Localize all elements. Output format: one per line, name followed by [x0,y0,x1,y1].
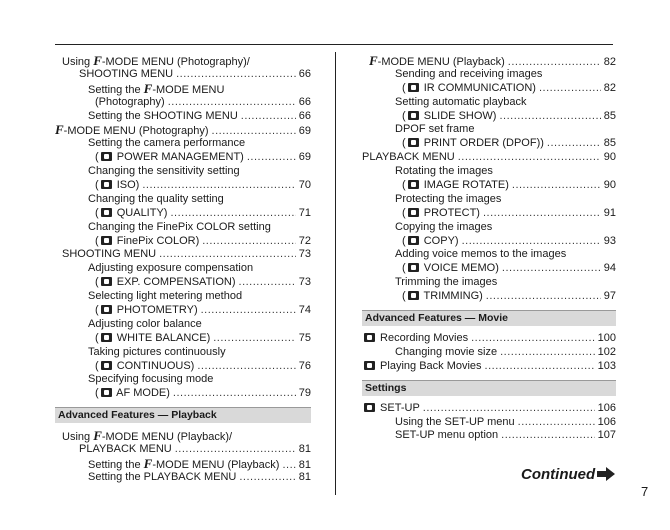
leader-dots [485,360,595,374]
print-order-icon [408,138,419,147]
leader-dots [486,290,601,304]
toc-entry[interactable]: ( WHITE BALANCE) ..... 75 [55,332,311,346]
entry-title: Trimming the images [395,276,498,289]
entry-page-number: 106 [597,401,616,414]
protect-icon [408,208,419,217]
movie-icon [364,333,375,342]
entry-title: Adjusting exposure compensation [88,262,254,275]
toc-entry[interactable] [55,318,311,332]
leader-dots [176,68,296,82]
f-mode-icon: F [143,80,153,96]
entry-title: Setting the SHOOTING MENU [88,109,238,122]
toc-entry[interactable] [55,221,311,235]
leader-dots [500,346,595,360]
entry-page-number: 82 [603,81,616,94]
toc-entry[interactable] [55,123,311,137]
entry-title: SLIDE SHOW) [420,109,497,122]
toc-entry[interactable] [55,193,311,207]
toc-entry[interactable] [362,248,616,262]
section-header: Settings [362,380,616,396]
toc-entry[interactable] [55,290,311,304]
entry-title: CONTINUOUS) [113,359,195,372]
leader-dots [201,304,296,318]
entry-page-number: 81 [298,459,311,472]
f-mode-icon: F [369,53,378,68]
entry-title: POWER MANAGEMENT) [113,151,244,164]
entry-title: VOICE MEMO) [420,262,499,275]
entry-title: -MODE MENU (Playback)/ [101,431,233,444]
entry-page-number: 102 [597,345,616,358]
entry-title: SET-UP menu option [395,429,499,442]
entry-title: QUALITY) [113,206,168,219]
leader-dots [159,248,296,262]
entry-title: Adjusting color balance [88,317,202,330]
entry-title: Setting the camera performance [88,137,246,150]
entry-title: Copying the images [395,220,493,233]
power-management-icon [101,152,112,161]
leader-dots [213,332,296,346]
entry-prefix: Setting the [88,83,144,96]
white-balance-icon [101,333,112,342]
toc-entry[interactable] [55,96,311,110]
photometry-icon [101,305,112,314]
toc-entry[interactable]: ( AF MODE) ..... 79 [55,387,311,401]
entry-page-number: 70 [298,179,311,192]
toc-entry[interactable] [362,402,616,416]
toc-entry[interactable]: ( POWER MANAGEMENT) ..... 69 [55,151,311,165]
entry-page-number: 94 [603,262,616,275]
continued-arrow-icon [597,467,615,481]
entry-title: Using the SET-UP menu [395,415,515,428]
toc-entry[interactable] [362,54,616,68]
toc-entry[interactable]: ( ISO) ..... 70 [55,179,311,193]
leader-dots [197,360,295,374]
toc-entry[interactable] [362,165,616,179]
entry-prefix: Setting the [88,459,144,472]
toc-entry[interactable] [55,443,311,457]
entry-title: -MODE MENU (Photography) [63,125,209,138]
entry-page-number: 81 [298,470,311,483]
toc-entry[interactable] [362,193,616,207]
toc-entry[interactable] [362,151,616,165]
entry-title: Specifying focusing mode [88,373,214,386]
entry-title: PROTECT) [420,206,480,219]
entry-page-number: 85 [603,109,616,122]
entry-title: Adding voice memos to the images [395,248,567,261]
entry-page-number: 103 [597,359,616,372]
finepix-color-icon [101,236,112,245]
toc-entry[interactable]: ( COPY) ..... 93 [362,235,616,249]
entry-title: Changing the quality setting [88,192,224,205]
exposure-compensation-icon [101,277,112,286]
continued-label: Continued [521,466,596,483]
leader-dots [142,179,295,193]
leader-dots [471,332,595,346]
entry-prefix: Using [62,431,94,444]
leader-dots [170,207,295,221]
toc-entry[interactable] [55,165,311,179]
leader-dots [202,235,296,249]
f-mode-icon: F [55,122,64,138]
leader-dots [547,137,601,151]
entry-page-number: 90 [603,179,616,192]
play-icon [364,361,375,370]
toc-entry[interactable] [362,123,616,137]
af-mode-icon [101,388,112,397]
leader-dots [239,276,296,290]
leader-dots [501,429,595,443]
entry-page-number: 93 [603,234,616,247]
leader-dots [512,179,601,193]
toc-entry[interactable] [55,429,311,443]
entry-page-number: 74 [298,304,311,317]
entry-title: Selecting light metering method [88,290,243,303]
setup-icon [364,403,375,412]
leader-dots [247,151,296,165]
entry-prefix: Using [62,56,94,68]
entry-title: PLAYBACK MENU [79,443,172,456]
leader-dots [239,471,295,485]
entry-title: PRINT ORDER (DPOF)) [420,137,544,150]
toc-entry[interactable]: ( VOICE MEMO) ..... 94 [362,262,616,276]
voice-memo-icon [408,263,419,272]
entry-title: -MODE MENU (Photography)/ [101,56,250,68]
trimming-icon [408,291,419,300]
leader-dots [518,416,595,430]
leader-dots [499,110,600,124]
entry-page-number: 97 [603,290,616,303]
entry-page-number: 71 [298,206,311,219]
entry-page-number: 81 [298,443,311,456]
entry-page-number: 106 [597,415,616,428]
entry-title: IR COMMUNICATION) [420,81,536,94]
entry-page-number: 79 [298,387,311,400]
iso-icon [101,180,112,189]
entry-title: Playing Back Movies [377,359,482,372]
toc-entry[interactable]: ( TRIMMING) ..... 97 [362,290,616,304]
f-mode-icon: F [143,456,153,472]
image-rotate-icon [408,180,419,189]
leader-dots [502,262,601,276]
entry-title: Changing movie size [395,345,498,358]
entry-title: -MODE MENU [152,83,225,96]
entry-title: FinePix COLOR) [113,234,200,247]
toc-entry[interactable] [55,137,311,151]
toc-right-column [362,54,616,443]
leader-dots [173,387,296,401]
entry-title: WHITE BALANCE) [113,331,211,344]
section-header: Advanced Features — Playback [55,407,311,423]
entry-page-number: 75 [298,331,311,344]
entry-title: AF MODE) [113,387,170,400]
toc-entry[interactable] [55,54,311,68]
entry-page-number: 85 [603,137,616,150]
toc-entry[interactable] [362,360,616,374]
toc-entry[interactable] [362,346,616,360]
entry-title: Sending and receiving images [395,67,543,80]
entry-page-number: 66 [298,67,311,80]
toc-entry[interactable]: ( IMAGE ROTATE) ..... 90 [362,179,616,193]
toc-entry[interactable] [55,262,311,276]
entry-page-number: 107 [597,429,616,442]
entry-title: COPY) [420,234,459,247]
entry-title: Changing the FinePix COLOR setting [88,220,271,233]
entry-title: -MODE MENU (Playback) [377,56,505,68]
leader-dots [241,110,296,124]
quality-icon [101,208,112,217]
entry-title: (Photography) [95,95,165,108]
leader-dots [462,235,601,249]
leader-dots [423,402,595,416]
entry-title: Setting the PLAYBACK MENU [88,470,237,483]
entry-title: SHOOTING MENU [79,67,174,80]
toc-entry[interactable]: ( EXP. COMPENSATION) ..... 73 [55,276,311,290]
entry-title: -MODE MENU (Playback) [152,459,280,472]
toc-entry[interactable] [362,221,616,235]
page-number: 7 [641,484,649,499]
entry-page-number: 73 [298,276,311,289]
toc-entry[interactable]: ( PHOTOMETRY) ..... 74 [55,304,311,318]
top-rule [55,44,613,45]
leader-dots [175,443,296,457]
leader-dots [539,82,601,96]
toc-entry[interactable] [55,457,311,471]
f-mode-icon: F [93,53,102,68]
leader-dots [168,96,296,110]
continuous-icon [101,361,112,370]
toc-entry[interactable] [362,276,616,290]
toc-entry[interactable]: ( QUALITY) ..... 71 [55,207,311,221]
entry-page-number: 91 [603,206,616,219]
entry-page-number: 82 [603,56,616,68]
entry-page-number: 90 [603,151,616,164]
entry-title: ISO) [113,179,140,192]
entry-page-number: 69 [298,125,311,138]
toc-entry[interactable] [55,248,311,262]
entry-title: Rotating the images [395,165,493,178]
entry-page-number: 66 [298,109,311,122]
toc-entry[interactable] [55,373,311,387]
toc-entry[interactable]: ( PROTECT) ..... 91 [362,207,616,221]
entry-title: Recording Movies [377,332,469,345]
entry-page-number: 72 [298,234,311,247]
toc-entry[interactable] [362,429,616,443]
toc-entry[interactable] [362,68,616,82]
toc-entry[interactable]: ( FinePix COLOR) ..... 72 [55,235,311,249]
entry-title: PLAYBACK MENU [362,151,455,164]
entry-title: DPOF set frame [395,123,475,136]
entry-page-number: 73 [298,248,311,261]
entry-title: IMAGE ROTATE) [420,179,509,192]
entry-title: TRIMMING) [420,290,483,303]
entry-title: PHOTOMETRY) [113,304,198,317]
toc-entry[interactable] [362,332,616,346]
entry-title: Taking pictures continuously [88,345,226,358]
toc-entry[interactable]: ( PRINT ORDER (DPOF)) ..... 85 [362,137,616,151]
toc-entry[interactable]: ( CONTINUOUS) ..... 76 [55,360,311,374]
entry-title: Protecting the images [395,192,502,205]
toc-entry[interactable]: ( SLIDE SHOW) ..... 85 [362,110,616,124]
ir-communication-icon [408,83,419,92]
entry-title: SHOOTING MENU [62,248,157,261]
toc-entry[interactable] [55,471,311,485]
slide-show-icon [408,111,419,120]
leader-dots [458,151,601,165]
entry-title: EXP. COMPENSATION) [113,276,236,289]
copy-icon [408,236,419,245]
entry-page-number: 69 [298,151,311,164]
entry-title: Setting automatic playback [395,95,527,108]
toc-entry[interactable] [55,346,311,360]
section-header: Advanced Features — Movie [362,310,616,326]
entry-page-number: 66 [298,95,311,108]
toc-entry[interactable] [55,110,311,124]
f-mode-icon: F [93,428,102,444]
toc-entry[interactable] [55,82,311,96]
column-divider [335,52,336,495]
toc-entry[interactable] [362,96,616,110]
entry-title: SET-UP [377,401,420,414]
toc-entry[interactable] [362,416,616,430]
entry-page-number: 76 [298,359,311,372]
entry-title: Changing the sensitivity setting [88,165,240,178]
toc-left-column [55,54,311,485]
leader-dots [483,207,601,221]
toc-entry[interactable] [55,68,311,82]
toc-entry[interactable]: ( IR COMMUNICATION) ..... 82 [362,82,616,96]
entry-page-number: 100 [597,332,616,345]
